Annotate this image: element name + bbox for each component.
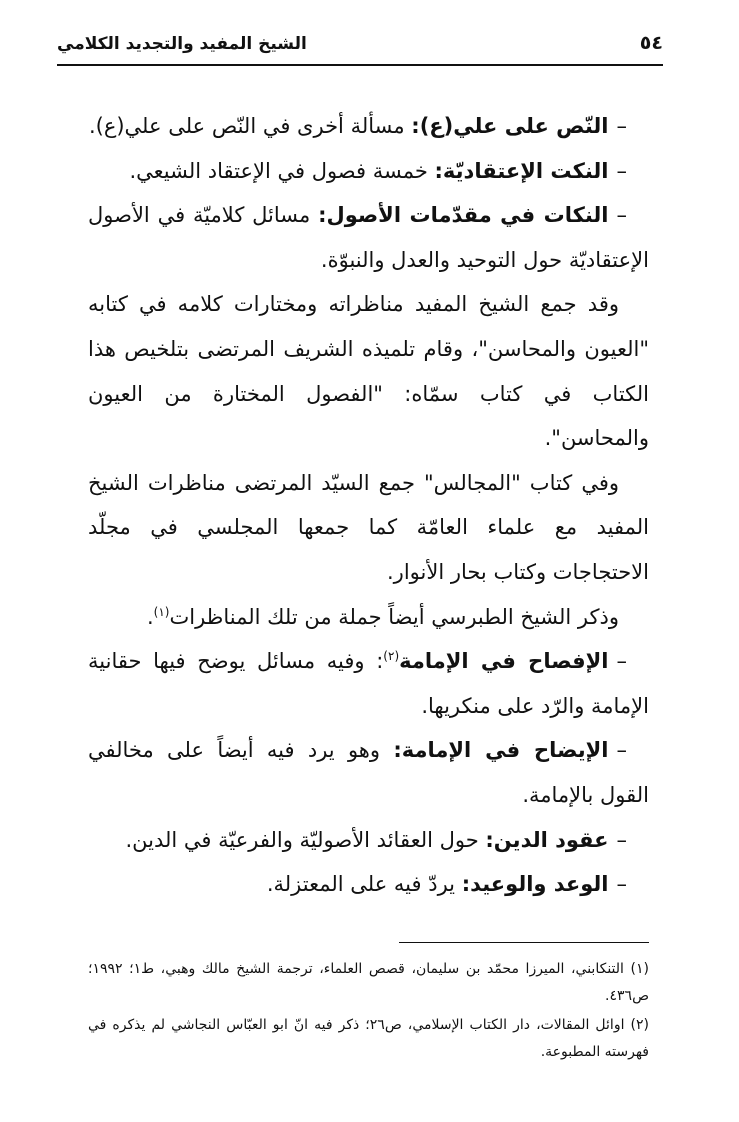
item-term: عقود الدين: [485,827,609,852]
footnote-ref: (٢) [383,649,400,664]
paragraph: وفي كتاب "المجالس" جمع السيّد المرتضى مناظرات الشيخ المفيد مع علماء العامّة كما جمعها المجلسي في مجلّد الاحتجاجات وكتاب بحار الأنوار. [88,470,649,584]
footnotes [88,956,649,1068]
item-text: يردّ فيه على المعتزلة. [266,872,462,897]
item-text: حول العقائد الأصوليّة والفرعيّة في الدين. [125,827,486,852]
footnote-ref: (١) [153,604,170,619]
item-term: الوعد والوعيد: [461,872,609,897]
item-term: الإفصاح في الإمامة [399,649,609,674]
list-dash: – [616,114,627,138]
item-term: الإيضاح في الإمامة: [393,738,609,763]
running-title: الشيخ المفيد والتجديد الكلامي [57,34,307,54]
list-item [88,862,649,907]
list-item [88,639,649,728]
item-text: خمسة فصول في الإعتقاد الشيعي. [129,158,435,183]
paragraph: وقد جمع الشيخ المفيد مناظراته ومختارات كلامه في كتابه "العيون والمحاسن"، وقام تلميذه الشريف المرتضى بتلخيص هذا الكتاب في كتاب سمّاه: "الفصول المختارة من العيون والمحاسن". [88,292,649,451]
page-header [57,30,663,66]
list-item [88,728,649,817]
list-item [88,104,649,149]
list-dash: – [616,738,627,763]
footnote: (٢) اوائل المقالات، دار الكتاب الإسلامي، ص٢٦؛ ذكر فيه انّ ابو العبّاس النجاشي لم يذكره في فهرسته المطبوعة. [88,1017,649,1060]
item-term: النكات في مقدّمات الأصول: [318,203,609,228]
item-text: : وفيه مسائل يوضح فيها حقانية الإمامة والرّد على منكريها. [88,649,649,718]
body-text [88,104,649,907]
list-dash: – [616,203,627,228]
list-dash: – [616,872,627,897]
item-text: وهو يرد فيه أيضاً على مخالفي القول بالإمامة. [88,738,649,807]
paragraph-text: وذكر الشيخ الطبرسي أيضاً جملة من تلك المناظرات [169,604,619,629]
paragraph-end: . [146,604,154,629]
item-term: النكت الإعتقاديّة: [434,158,609,183]
list-item [88,818,649,863]
list-dash: – [616,649,627,674]
list-dash: – [616,827,627,852]
item-text: مسألة أخرى في النّص على علي(ع). [88,114,412,138]
list-item [88,193,649,282]
paragraph [88,595,649,640]
footnote-divider [399,942,649,943]
page-number: ٥٤ [639,32,663,54]
list-dash: – [616,158,627,183]
footnote: (١) التنكابني، الميرزا محمّد بن سليمان، قصص العلماء، ترجمة الشيخ مالك وهبي، ط١؛ ١٩٩٢؛ ص٤٣٦. [88,961,649,1004]
item-term: النّص على علي(ع): [411,114,609,138]
list-item [88,149,649,194]
item-text: مسائل كلاميّة في الأصول الإعتقاديّة حول التوحيد والعدل والنبوّة. [88,203,649,272]
